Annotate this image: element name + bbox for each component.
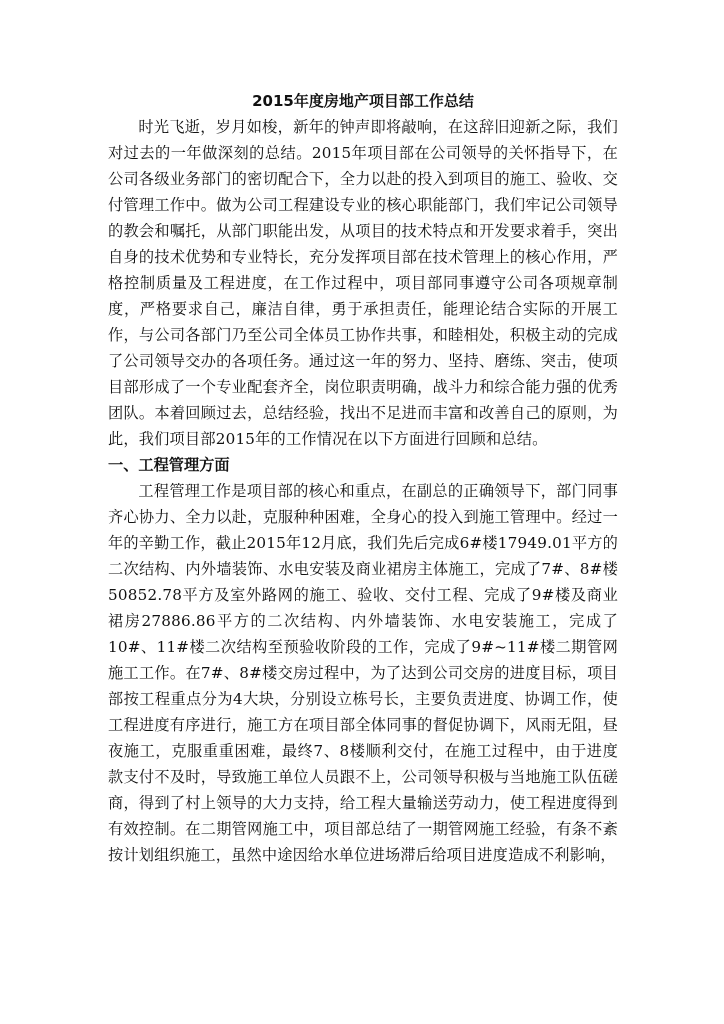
section-heading-engineering-management: 一、工程管理方面 (108, 456, 230, 474)
intro-paragraph: 时光飞逝，岁月如梭，新年的钟声即将敲响，在这辞旧迎新之际，我们对过去的一年做深刻的总结。2015年项目部在公司领导的关怀指导下，在公司各级业务部门的密切配合下，全力以赴的投入到项目的施工、验收、交付管理工作中。做为公司工程建设专业的核心职能部门，我们牢记公司领导的教会和嘱托，从部门职能出发，从项目的技术特点和开发要求着手，突出自身的技术优势和专业特长，充分发挥项目部在技术管理上的核心作用，严格控制质量及工程进度，在工作过程中，项目部同事遵守公司各项规章制度，严格要求自己，廉洁自律，勇于承担责任，能理论结合实际的开展工作，与公司各部门乃至公司全体员工协作共事，和睦相处，积极主动的完成了公司领导交办的各项任务。通过这一年的努力、坚持、磨练、突击，使项目部形成了一个专业配套齐全，岗位职责明确，战斗力和综合能力强的优秀团队。本着回顾过去，总结经验，找出不足进而丰富和改善自己的原则，为此，我们项目部2015年的工作情况在以下方面进行回顾和总结。 (108, 118, 618, 448)
document-page (108, 88, 618, 868)
document-title: 2015年度房地产项目部工作总结 (252, 92, 474, 110)
section-paragraph-engineering-management: 工程管理工作是项目部的核心和重点，在副总的正确领导下，部门同事齐心协力、全力以赴，克服种种困难，全身心的投入到施工管理中。经过一年的辛勤工作，截止2015年12月底，我们先后完成6#楼17949.01平方的二次结构、内外墙装饰、水电安装及商业裙房主体施工，完成了7#、8#楼50852.78平方及室外路网的施工、验收、交付工程、完成了9#楼及商业裙房27886.86平方的二次结构、内外墙装饰、水电安装施工，完成了10#、11#楼二次结构至预验收阶段的工作，完成了9#~11#楼二期管网施工工作。在7#、8#楼交房过程中，为了达到公司交房的进度目标，项目部按工程重点分为4大块，分别设立栋号长，主要负责进度、协调工作，使工程进度有序进行，施工方在项目部全体同事的督促协调下，风雨无阻，昼夜施工，克服重重困难，最终7、8楼顺利交付，在施工过程中，由于进度款支付不及时，导致施工单位人员跟不上，公司领导积极与当地施工队伍磋商，得到了村上领导的大力支持，给工程大量输送劳动力，使工程进度得到有效控制。在二期管网施工中，项目部总结了一期管网施工经验，有条不紊按计划组织施工，虽然中途因给水单位进场滞后给项目进度造成不利影响， (108, 482, 618, 864)
